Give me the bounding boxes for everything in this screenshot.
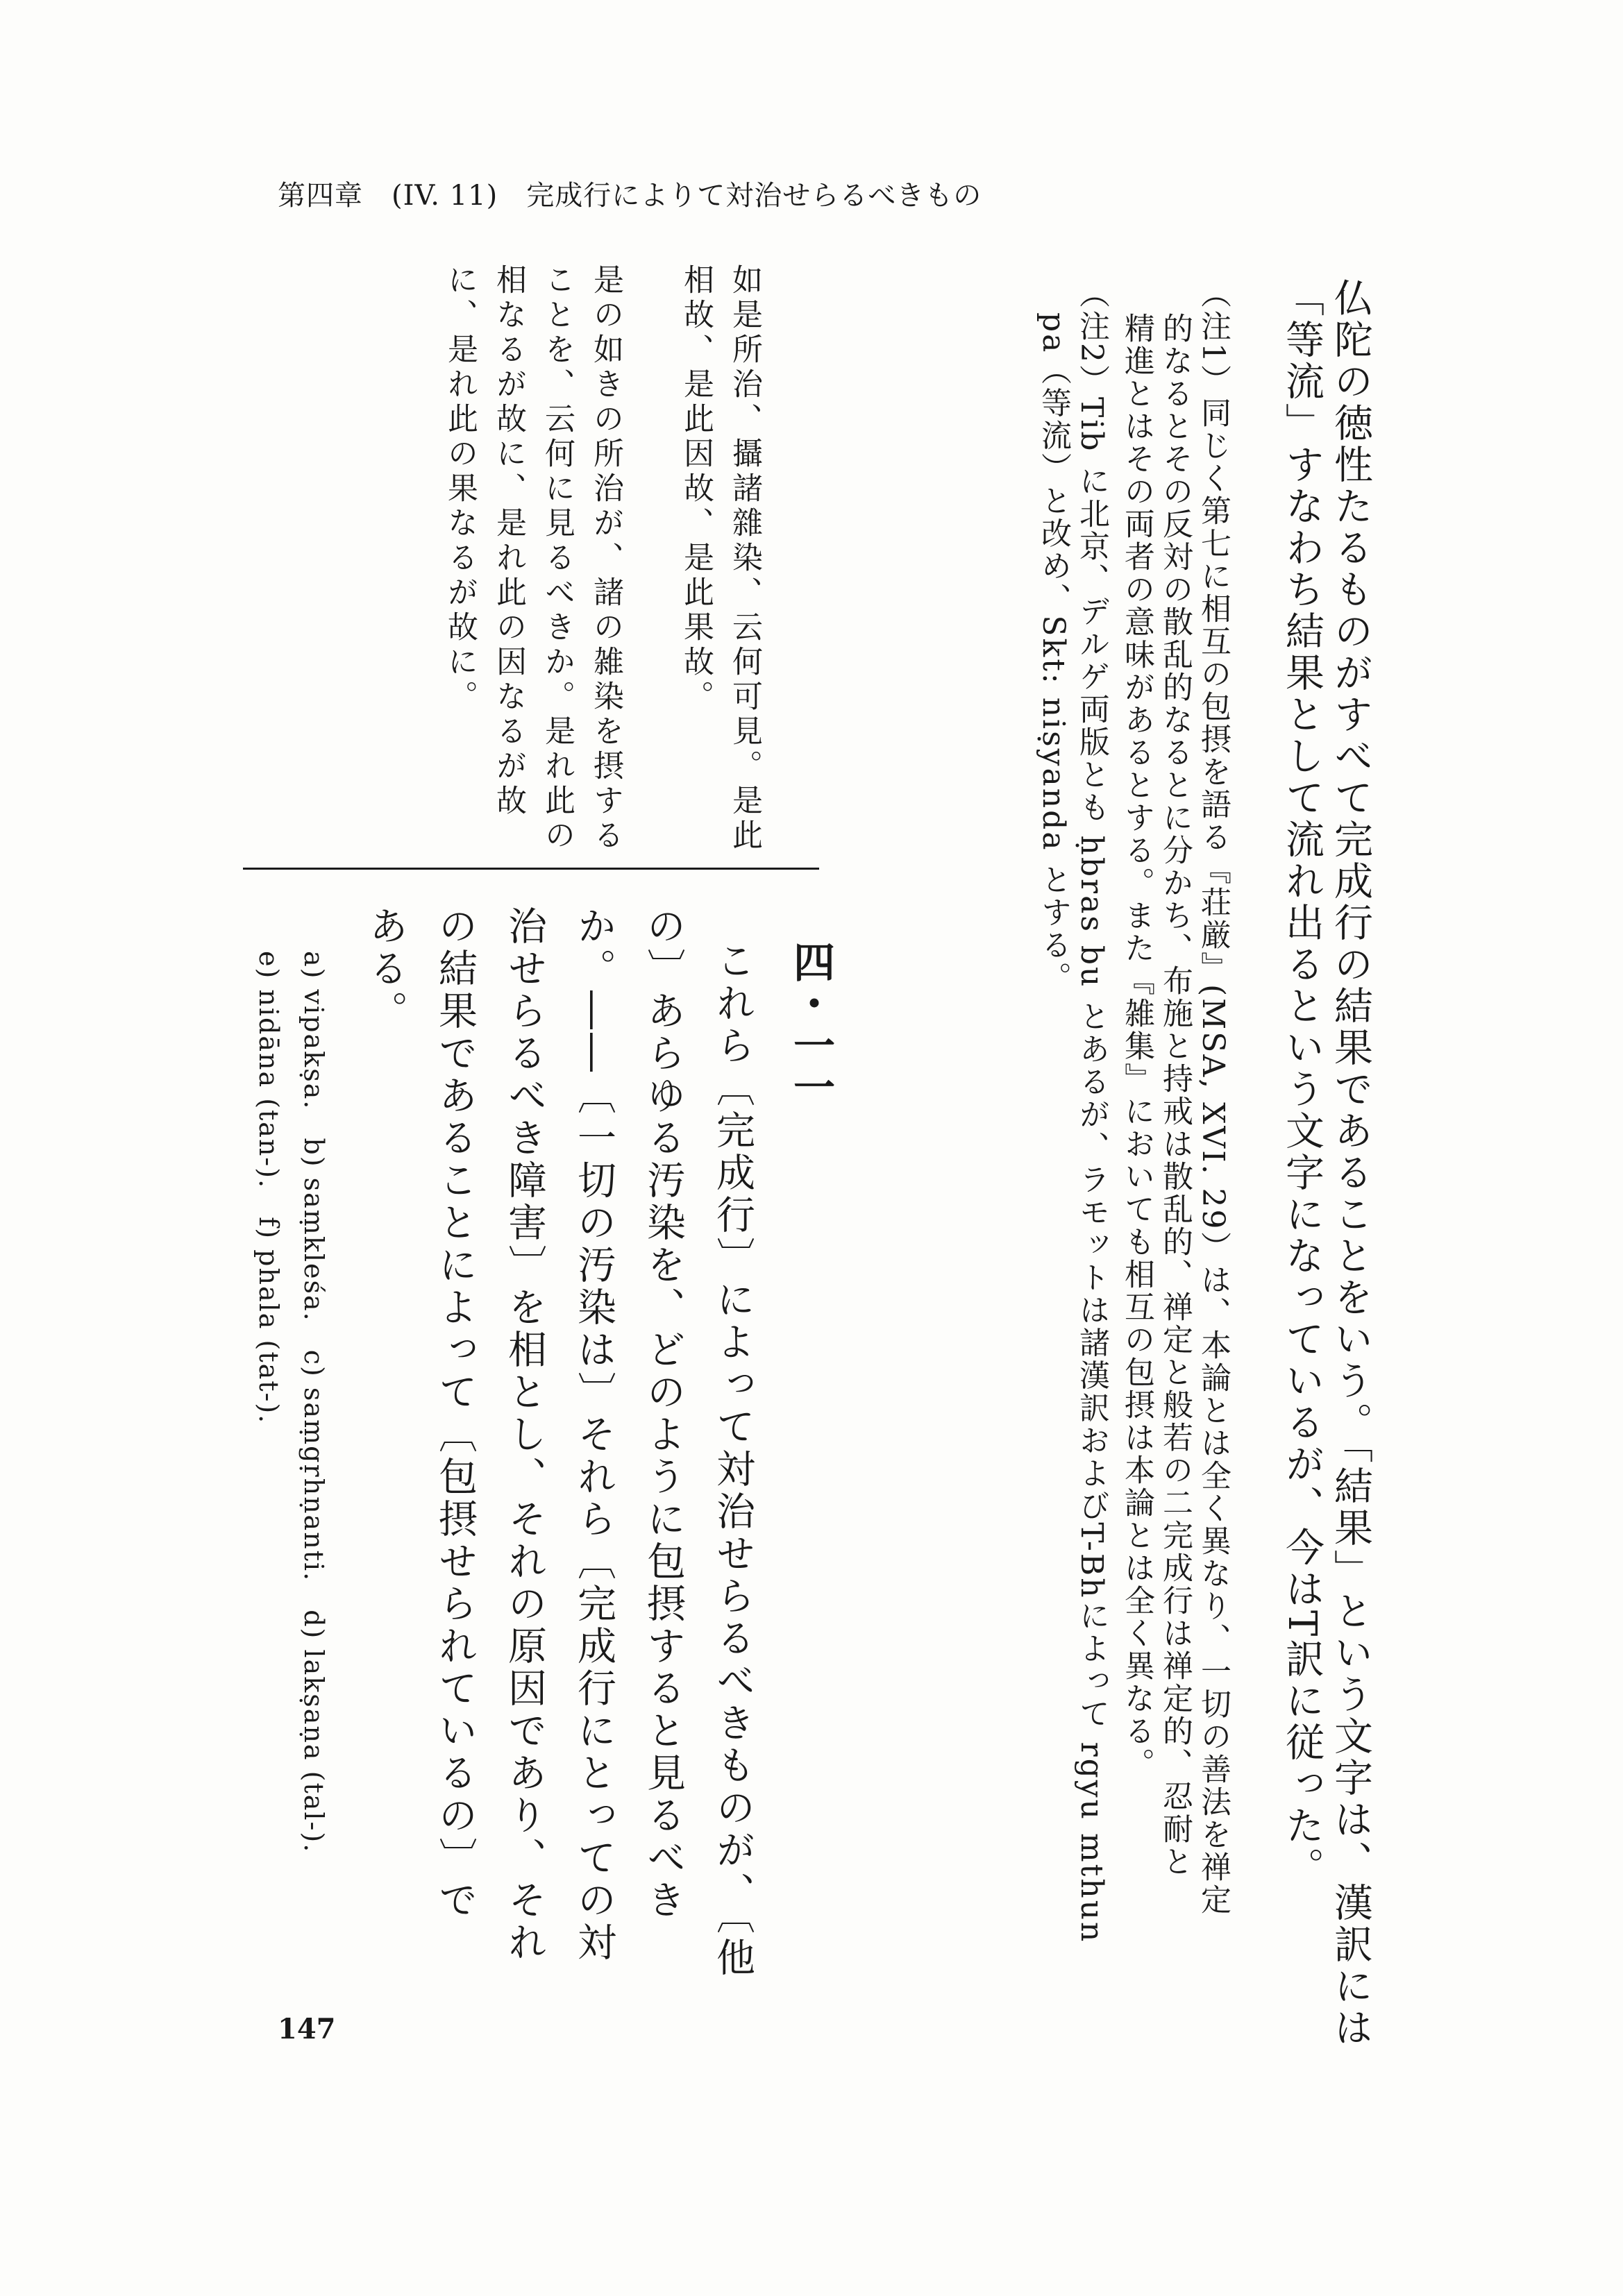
glossary-line: e) nidāna (tan-). f) phala (tat-). [253, 951, 284, 1425]
running-head: 第四章 (IV. 11) 完成行によりて対治せらるべきもの [278, 180, 982, 212]
main-text-line: 治せらるべき障害〕を相とし、それの原因であり、それ [502, 906, 547, 1964]
kanbun-reading-line: ことを、云何に見るべきか。是れ此の [539, 264, 575, 854]
kanbun-line: 相故、是此因故、是此果故。 [678, 264, 714, 715]
main-text-line: これら〔完成行〕によって対治せらるべきものが、〔他 [710, 940, 755, 1980]
main-text-line: か。――〔一切の汚染は〕それら〔完成行にとっての対 [571, 906, 616, 1964]
note-line: （注1）同じく第七に相互の包摂を語る『荘厳』(MSA, XVI. 29）は、本論とは全く異なり、一切の善法を禅定 [1195, 278, 1231, 1916]
kanbun-reading-line: 相なるが故に、是れ此の因なるが故 [491, 264, 526, 819]
glossary-line: a) vipakṣa. b) saṃkleśa. c) saṃgṛhṇanti. d) lakṣaṇa (tal-). [298, 951, 329, 1854]
kanbun-reading-line: 是の如きの所治が、諸の雑染を摂する [588, 264, 623, 854]
upper-text-line: 仏陀の徳性たるものがすべて完成行の結果であることをいう。「結果」という文字は、漢訳には [1328, 278, 1373, 2049]
note-line: （注2）Tib に北京、デルゲ両版とも ḥbras bu とあるが、ラモットは諸漢訳およびT-Bhによって rgyu mthun [1074, 278, 1109, 1944]
main-text-line: の〕あらゆる汚染を、どのように包摂すると見るべき [641, 906, 686, 1922]
main-text-line: ある。 [363, 906, 408, 1033]
section-number: 四・一一 [787, 940, 835, 1107]
kanbun-reading-line: に、是れ此の果なるが故に。 [442, 264, 478, 715]
kanbun-line: 如是所治、攝諸雜染、云何可見。是此 [727, 264, 762, 854]
main-text-line: の結果であることによって〔包摂せられているの〕で [432, 906, 478, 1922]
note-line: 精進とはその両者の意味があるとする。また『雑集』においても相互の包摂は本論とは全く異なる。 [1119, 312, 1154, 1780]
note-line: 的なるとその反対の散乱的なるとに分かち、布施と持戒は散乱的、禅定と般若の二完成行は禅定的、忍耐と [1157, 312, 1193, 1878]
page-number: 147 [278, 2013, 336, 2045]
section-divider [243, 868, 819, 870]
note-line: pa（等流）と改め、Skt: niṣyanda とする。 [1036, 312, 1071, 995]
upper-text-line: 「等流」すなわち結果として流れ出るという文字になっているが、今はT訳に従った。 [1279, 278, 1325, 1889]
